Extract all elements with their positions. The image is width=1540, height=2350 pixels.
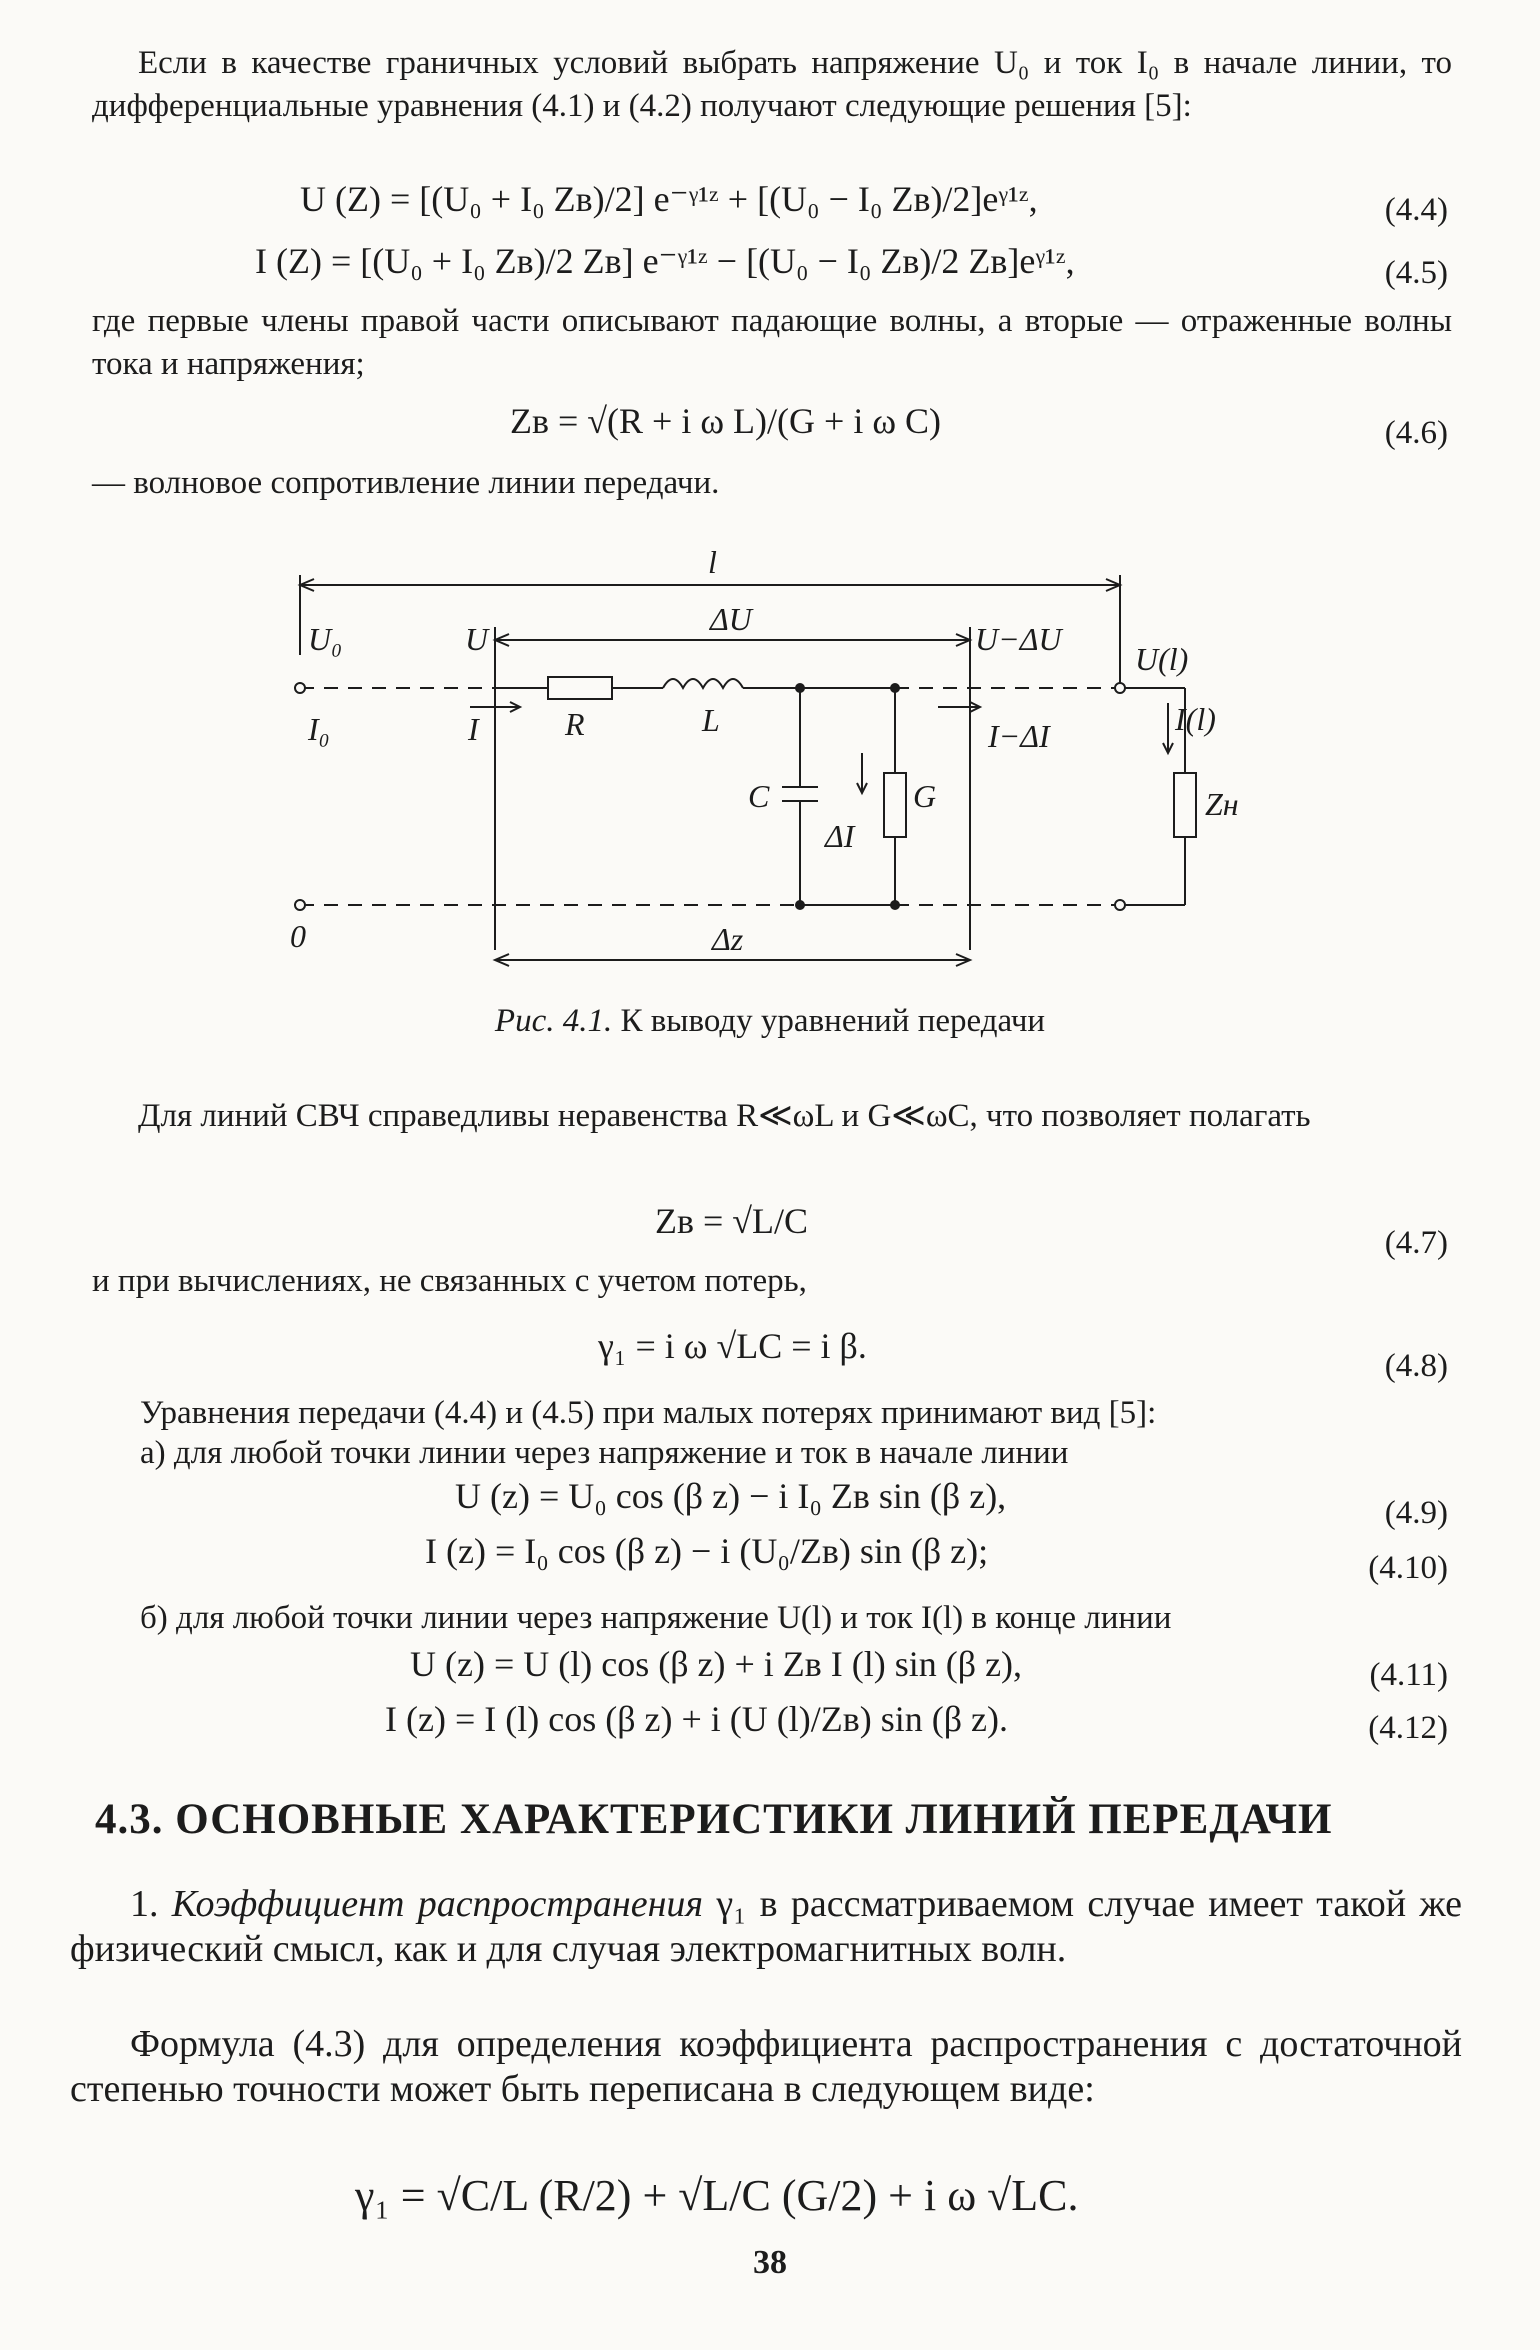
label-i0: I₀: [308, 711, 330, 747]
section-heading: 4.3. ОСНОВНЫЕ ХАРАКТЕРИСТИКИ ЛИНИЙ ПЕРЕДАЧИ: [95, 1796, 1333, 1843]
equation-final: γ₁ = √C/L (R/2) + √L/C (G/2) + i ω √LC.: [355, 2171, 1079, 2220]
label-dz: Δz: [712, 921, 744, 957]
equation-4-12: I (z) = I (l) cos (β z) + i (U (l)/Zв) sin (β z).: [385, 1699, 1009, 1739]
label-c: C: [748, 778, 770, 814]
label-u: U: [465, 621, 489, 657]
equation-number-4-6: (4.6): [1384, 415, 1448, 451]
equation-4-7: Zв = √L/C: [655, 1201, 809, 1241]
circuit-diagram: [280, 535, 1280, 990]
label-ul: U(l): [1135, 641, 1189, 677]
paragraph-case-b: б) для любой точки линии через напряжение U(l) и ток I(l) в конце линии: [140, 1600, 1172, 1636]
label-du: ΔU: [710, 601, 752, 637]
label-i: I: [468, 711, 479, 747]
paragraph-after-4-6: — волновое сопротивление линии передачи.: [92, 465, 720, 501]
paragraph-case-a: а) для любой точки линии через напряжение и ток в начале линии: [140, 1435, 1069, 1471]
terminal-out-bottom: [1115, 900, 1125, 910]
caption-text: К выводу уравнений передачи: [620, 1003, 1046, 1039]
label-lind: L: [702, 702, 720, 738]
section-paragraph-2: Формула (4.3) для определения коэффициента распространения с достаточной степенью точности может быть переписана в следующем виде:: [70, 2023, 1462, 2110]
equation-number-4-4: (4.4): [1384, 192, 1448, 228]
section-paragraph-1: [70, 1882, 1462, 1972]
equation-4-11: U (z) = U (l) cos (β z) + i Zв I (l) sin (β z),: [410, 1644, 1023, 1684]
page-number: 38: [753, 2244, 787, 2281]
equation-4-9: U (z) = U₀ cos (β z) − i I₀ Zв sin (β z),: [455, 1476, 1007, 1516]
paragraph-small-losses: Уравнения передачи (4.4) и (4.5) при малых потерях принимают вид [5]:: [140, 1395, 1157, 1431]
inductor-l: [663, 679, 743, 688]
equation-number-4-5: (4.5): [1384, 255, 1448, 291]
figure-caption: [0, 1003, 1540, 1040]
equation-number-4-8: (4.8): [1384, 1348, 1448, 1384]
equation-4-4: U (Z) = [(U₀ + I₀ Zв)/2] e⁻ᵞ¹ᶻ + [(U₀ − I₀ Zв)/2]eᵞ¹ᶻ,: [300, 179, 1038, 219]
caption-label: Рис. 4.1.: [494, 1003, 613, 1039]
label-r: R: [565, 706, 585, 742]
paragraph-after-4-5: где первые члены правой части описывают падающие волны, а вторые — отраженные волны тока и напряжения;: [92, 303, 1452, 382]
equation-number-4-11: (4.11): [1369, 1657, 1448, 1693]
equation-number-4-7: (4.7): [1384, 1225, 1448, 1261]
equation-4-8: γ₁ = i ω √LC = i β.: [598, 1326, 867, 1366]
term-propagation-coefficient: Коэффициент распространения: [171, 1883, 704, 1925]
paragraph-svch: Для линий СВЧ справедливы неравенства R≪ωL и G≪ωC, что позволяет полагать: [138, 1098, 1311, 1134]
label-u0: U₀: [308, 621, 343, 657]
equation-number-4-10: (4.10): [1368, 1550, 1448, 1586]
label-zero: 0: [290, 918, 306, 954]
equation-4-6: Zв = √(R + i ω L)/(G + i ω C): [510, 401, 942, 441]
load-impedance: [1174, 773, 1196, 837]
label-di: ΔI: [825, 818, 855, 854]
equation-number-4-9: (4.9): [1384, 1495, 1448, 1531]
resistor-r: [548, 677, 612, 699]
paragraph-1-rest: γ₁ в рассматриваемом случае имеет такой же физический смысл, как и для случая электромагнитных волн.: [70, 1883, 1462, 1970]
paragraph-calc: и при вычислениях, не связанных с учетом потерь,: [92, 1263, 807, 1299]
label-u-minus-du: U−ΔU: [975, 621, 1062, 657]
conductance-g: [884, 773, 906, 837]
label-il: I(l): [1175, 701, 1216, 737]
terminal-out-top: [1115, 683, 1125, 693]
label-i-minus-di: I−ΔI: [988, 718, 1050, 754]
terminal-in-bottom: [295, 900, 305, 910]
equation-4-5: I (Z) = [(U₀ + I₀ Zв)/2 Zв] e⁻ᵞ¹ᶻ − [(U₀ − I₀ Zв)/2 Zв]eᵞ¹ᶻ,: [255, 241, 1075, 281]
label-l: l: [708, 544, 717, 580]
label-zn: Zн: [1205, 786, 1239, 822]
terminal-in-top: [295, 683, 305, 693]
label-g: G: [913, 778, 937, 814]
item-number: 1.: [130, 1883, 159, 1925]
intro-paragraph: Если в качестве граничных условий выбрать напряжение U₀ и ток I₀ в начале линии, то дифференциальные уравнения (4.1) и (4.2) получают следующие решения [5]:: [92, 45, 1452, 124]
equation-number-4-12: (4.12): [1368, 1710, 1448, 1746]
equation-4-10: I (z) = I₀ cos (β z) − i (U₀/Zв) sin (β z);: [425, 1531, 989, 1571]
